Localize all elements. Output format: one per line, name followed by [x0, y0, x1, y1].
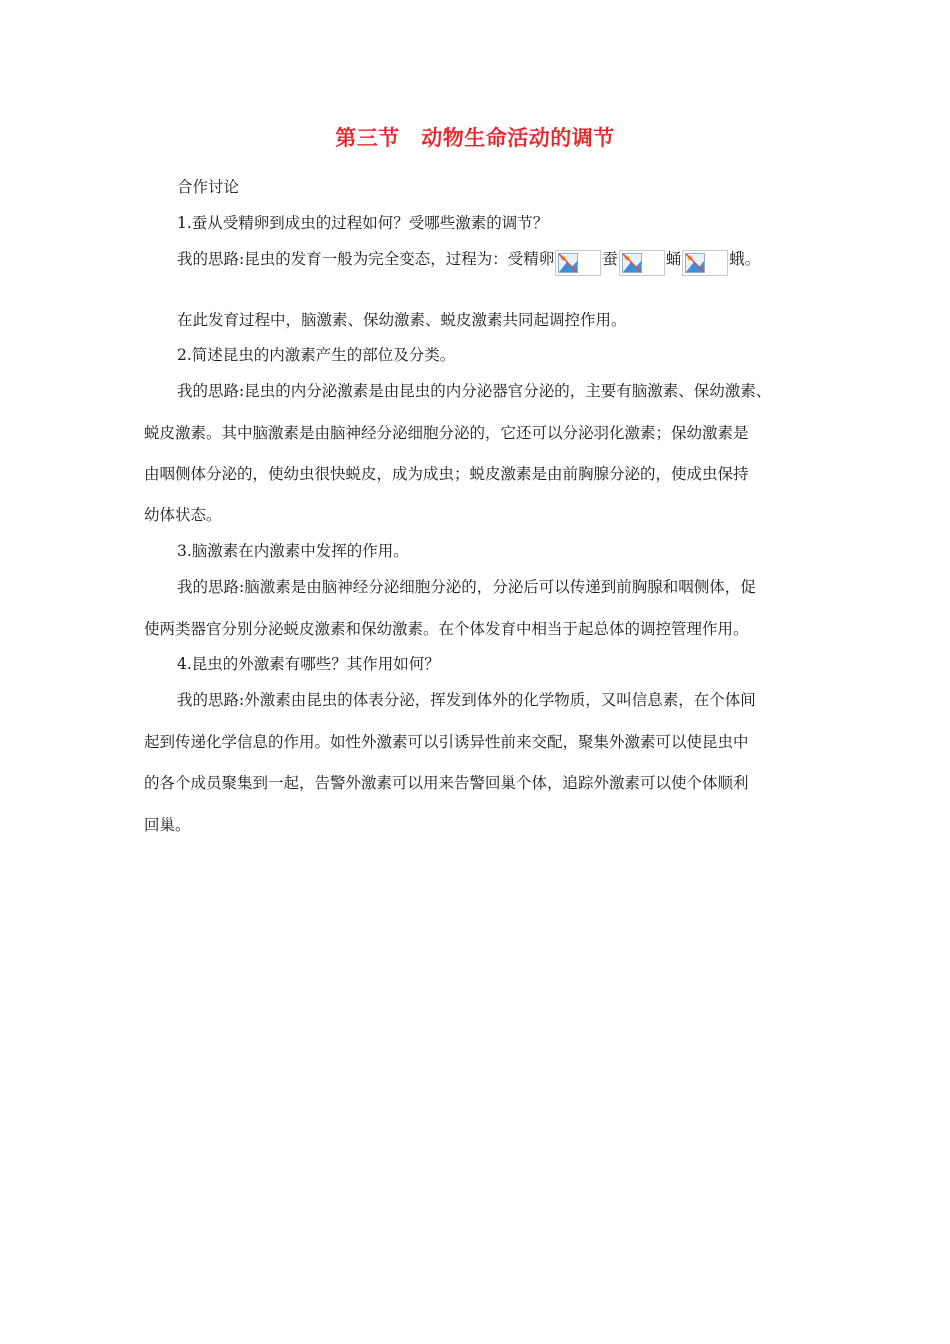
- answer-3-line-2: 使两类器官分别分泌蜕皮激素和保幼激素。在个体发育中相当于起总体的调控管理作用。: [144, 620, 749, 638]
- answer-1-followup: 在此发育过程中，脑激素、保幼激素、蜕皮激素共同起调控作用。: [177, 311, 627, 329]
- answer-2-line-1: 我的思路:昆虫的内分泌激素是由昆虫的内分泌器官分泌的，主要有脑激素、保幼激素、: [177, 382, 772, 400]
- answer-2-line-4: 幼体状态。: [144, 506, 222, 524]
- stage-moth: 蛾。: [729, 250, 761, 268]
- section-heading: 合作讨论: [177, 178, 240, 196]
- answer-2-line-2: 蜕皮激素。其中脑激素是由脑神经分泌细胞分泌的，它还可以分泌羽化激素；保幼激素是: [144, 424, 749, 442]
- answer-3-line-1: 我的思路:脑激素是由脑神经分泌细胞分泌的，分泌后可以传递到前胸腺和咽侧体，促: [177, 578, 756, 596]
- broken-image-icon: [619, 250, 665, 276]
- page-title: 第三节 动物生命活动的调节: [335, 126, 615, 150]
- question-3: 3.脑激素在内激素中发挥的作用。: [177, 542, 409, 560]
- broken-image-icon: [555, 250, 601, 276]
- answer-4-line-2: 起到传递化学信息的作用。如性外激素可以引诱异性前来交配，聚集外激素可以使昆虫中: [144, 733, 749, 751]
- answer-4-line-4: 回巢。: [144, 816, 191, 834]
- answer-1-prefix: 我的思路:昆虫的发育一般为完全变态，过程为：受精卵: [177, 250, 555, 268]
- question-1: 1.蚕从受精卵到成虫的过程如何？受哪些激素的调节？: [177, 214, 549, 232]
- question-4: 4.昆虫的外激素有哪些？其作用如何？: [177, 655, 440, 673]
- stage-pupa: 蛹: [665, 250, 682, 268]
- broken-image-icon: [682, 250, 728, 276]
- answer-2-line-3: 由咽侧体分泌的，使幼虫很快蜕皮，成为成虫；蜕皮激素是由前胸腺分泌的，使成虫保持: [144, 465, 749, 483]
- answer-4-line-1: 我的思路:外激素由昆虫的体表分泌，挥发到体外的化学物质，又叫信息素，在个体间: [177, 691, 756, 709]
- stage-silkworm: 蚕: [602, 250, 618, 268]
- question-2: 2.简述昆虫的内激素产生的部位及分类。: [177, 346, 456, 364]
- answer-4-line-3: 的各个成员聚集到一起，告警外激素可以用来告警回巢个体，追踪外激素可以使个体顺利: [144, 774, 749, 792]
- answer-1-line: [177, 248, 857, 276]
